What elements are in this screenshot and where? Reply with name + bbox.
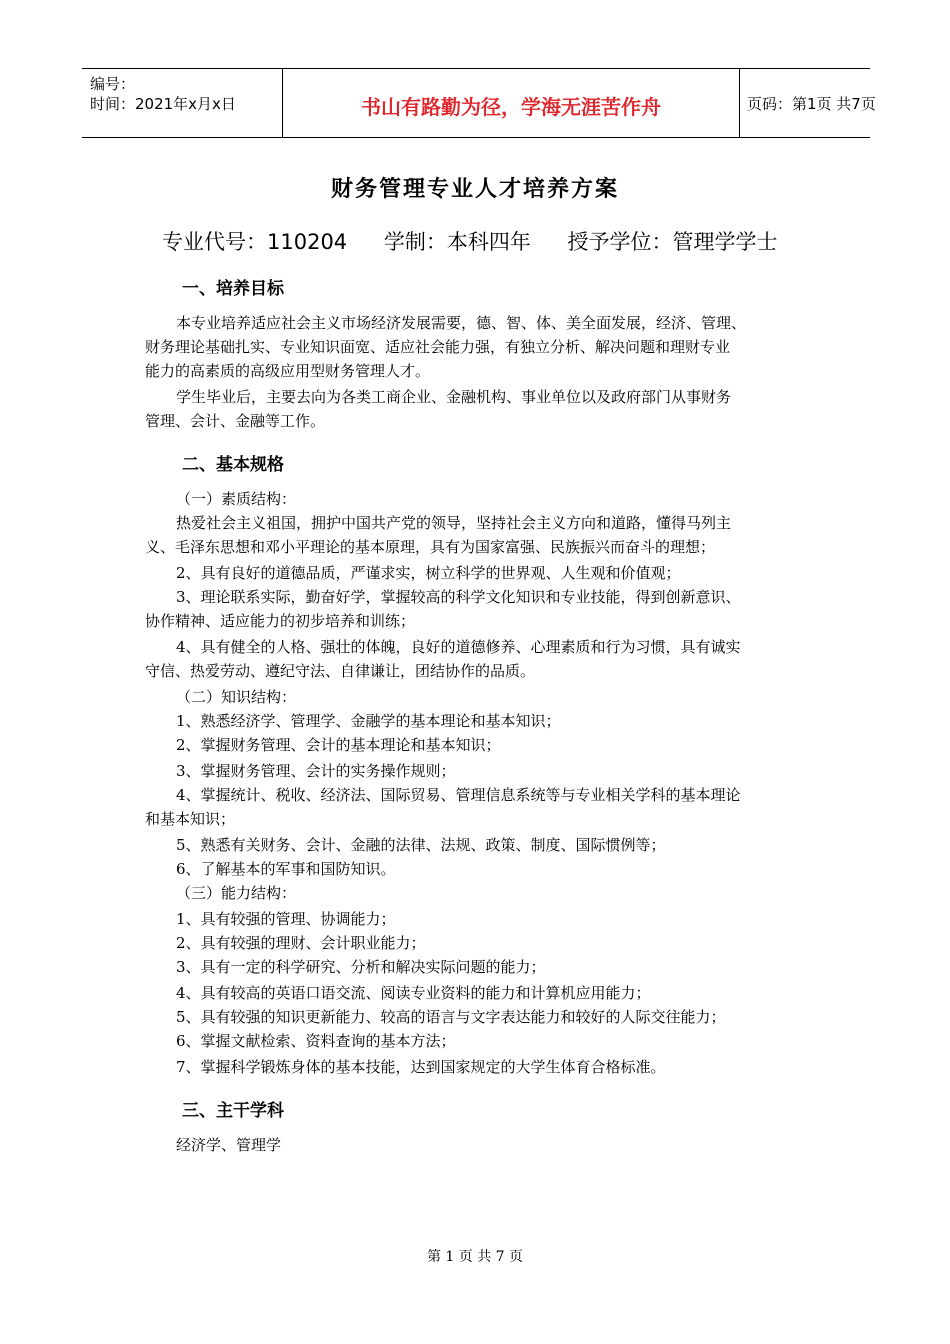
list-item: 4、掌握统计、税收、经济法、国际贸易、管理信息系统等与专业相关学科的基本理论 [176,786,741,804]
list-item: 1、具有较强的管理、协调能力； [176,910,396,928]
paragraph-line: 和基本知识； [145,810,236,828]
time-label: 时间：2021年x月x日 [90,95,236,113]
paragraph-line: 学生毕业后，主要去向为各类工商企业、金融机构、事业单位以及政府部门从事财务 [176,388,732,406]
list-item: 2、具有较强的理财、会计职业能力； [176,934,426,952]
list-item: 4、具有较高的英语口语交流、阅读专业资料的能力和计算机应用能力； [176,984,651,1002]
paragraph-line: 能力的高素质的高级应用型财务管理人才。 [145,362,431,380]
list-item: 2、具有良好的道德品质，严谨求实，树立科学的世界观、人生观和价值观； [176,564,681,582]
list-item: 3、理论联系实际，勤奋好学，掌握较高的科学文化知识和专业技能，得到创新意识、 [176,588,741,606]
paragraph-line: 管理、会计、金融等工作。 [145,412,326,430]
list-item: 2、掌握财务管理、会计的基本理论和基本知识； [176,736,501,754]
section-2-heading: 二、基本规格 [182,455,284,475]
list-item: 3、掌握财务管理、会计的实务操作规则； [176,762,456,780]
major-code: 专业代号：110204 [162,230,348,254]
list-item: 3、具有一定的科学研究、分析和解决实际问题的能力； [176,958,546,976]
subsection-heading: （一）素质结构： [176,490,297,508]
header-motto-cell [282,69,740,137]
program-info [162,226,808,256]
paragraph-line: 经济学、管理学 [176,1136,282,1154]
page-footer: 第 1 页 共 7 页 [426,1249,524,1265]
paragraph-line: 热爱社会主义祖国，拥护中国共产党的领导，坚持社会主义方向和道路，懂得马列主 [176,514,732,532]
motto: 书山有路勤为径，学海无涯苦作舟 [361,95,661,119]
number-label: 编号： [90,75,136,93]
paragraph-line: 本专业培养适应社会主义市场经济发展需要，德、智、体、美全面发展，经济、管理、 [176,314,747,332]
page-code: 页码：第1页 共7页 [747,95,876,113]
header-left-cell [82,69,282,137]
header-right-cell [739,69,876,137]
paragraph-line: 协作精神、适应能力的初步培养和训练； [145,612,416,630]
subsection-heading: （二）知识结构： [176,688,297,706]
list-item: 6、掌握文献检索、资料查询的基本方法； [176,1032,456,1050]
list-item: 6、了解基本的军事和国防知识。 [176,860,396,878]
list-item: 1、熟悉经济学、管理学、金融学的基本理论和基本知识； [176,712,561,730]
list-item: 5、熟悉有关财务、会计、金融的法律、法规、政策、制度、国际惯例等； [176,836,666,854]
header-table [82,68,876,138]
subsection-heading: （三）能力结构： [176,884,297,902]
duration: 学制：本科四年 [383,230,531,254]
section-1-heading: 一、培养目标 [182,279,284,299]
list-item: 5、具有较强的知识更新能力、较高的语言与文字表达能力和较好的人际交往能力； [176,1008,726,1026]
list-item: 4、具有健全的人格、强壮的体魄，良好的道德修养、心理素质和行为习惯，具有诚实 [176,638,741,656]
paragraph-line: 财务理论基础扎实、专业知识面宽、适应社会能力强，有独立分析、解决问题和理财专业 [145,338,731,356]
section-3-heading: 三、主干学科 [182,1101,284,1121]
paragraph-line: 义、毛泽东思想和邓小平理论的基本原理，具有为国家富强、民族振兴而奋斗的理想； [145,538,716,556]
list-item: 7、掌握科学锻炼身体的基本技能，达到国家规定的大学生体育合格标准。 [176,1058,666,1076]
paragraph-line: 守信、热爱劳动、遵纪守法、自律谦让，团结协作的品质。 [145,662,536,680]
document-title: 财务管理专业人才培养方案 [330,177,619,202]
degree: 授予学位：管理学学士 [567,230,778,254]
